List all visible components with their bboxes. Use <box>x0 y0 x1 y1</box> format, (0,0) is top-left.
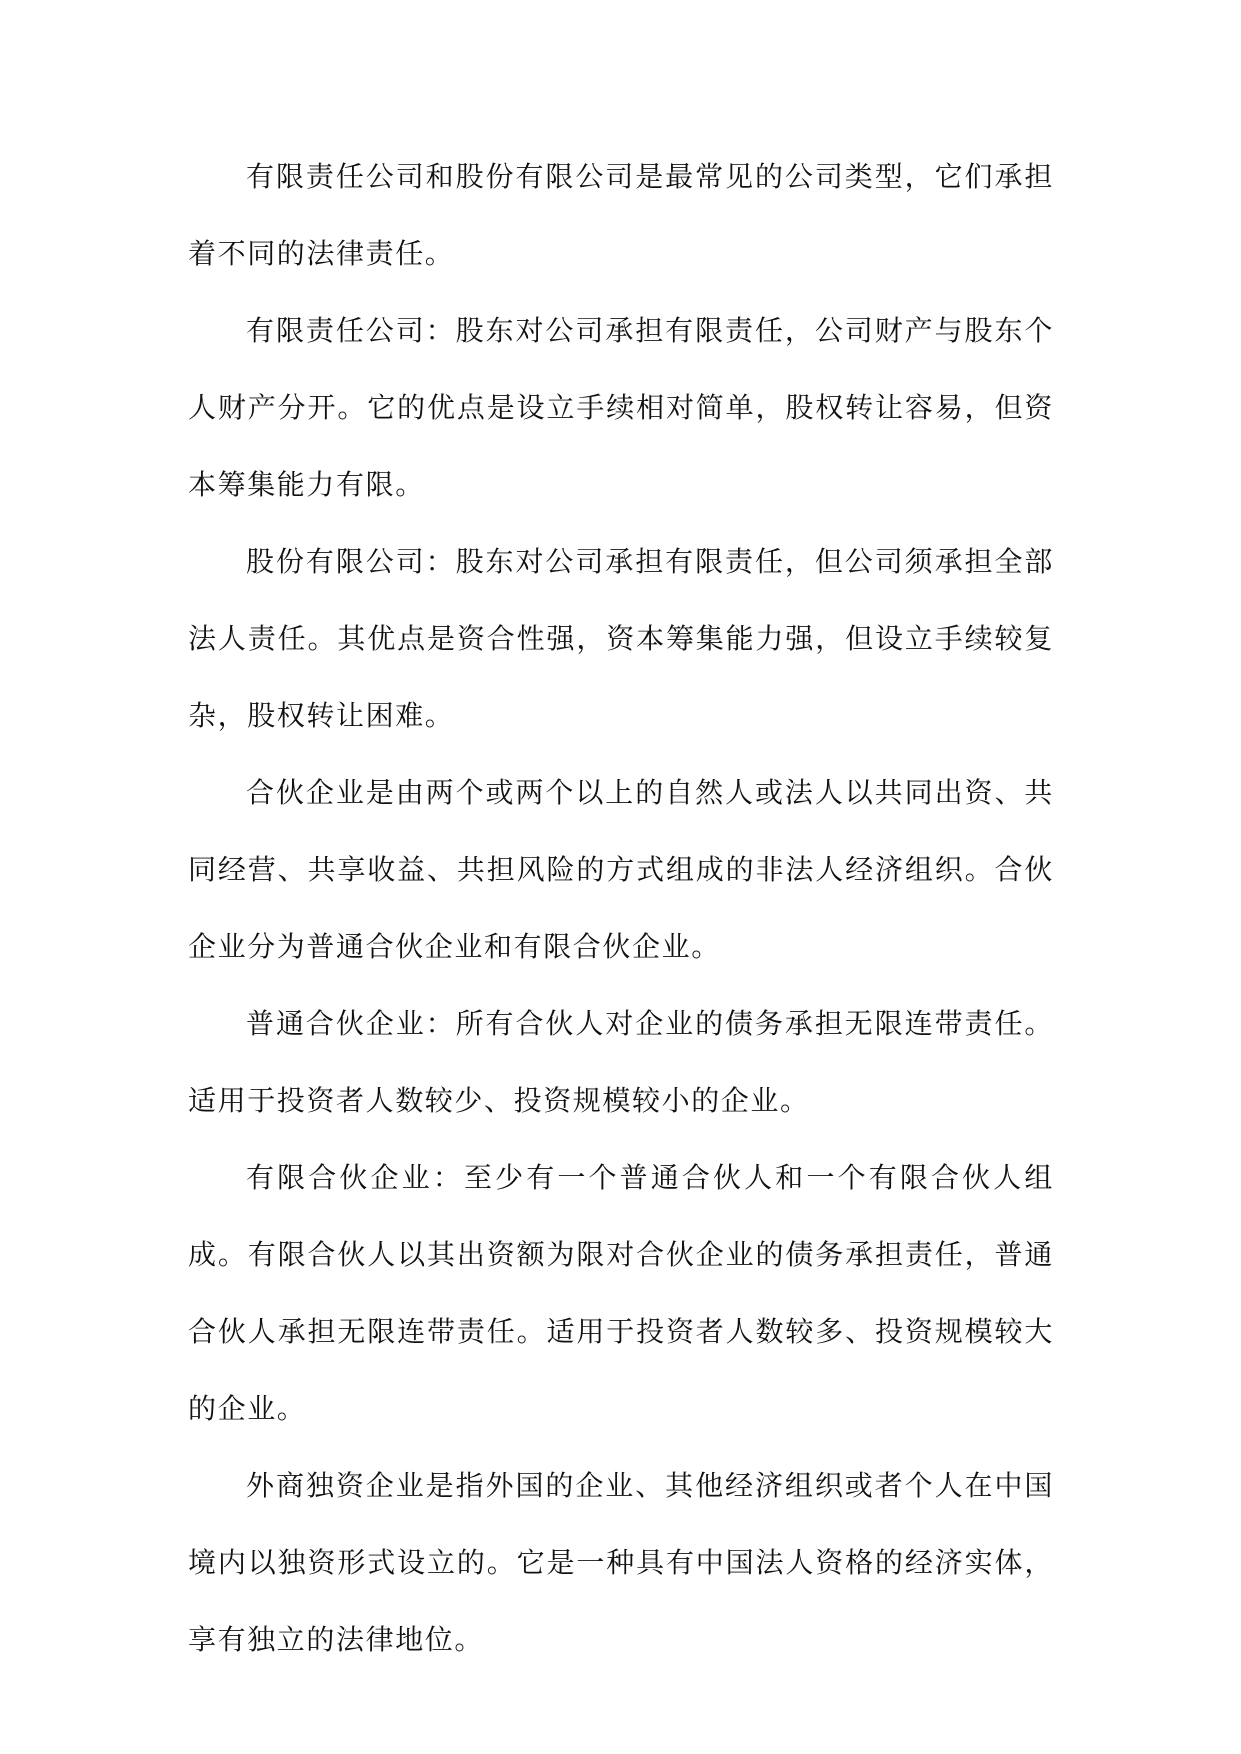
paragraph-joint-stock: 股份有限公司：股东对公司承担有限责任，但公司须承担全部法人责任。其优点是资合性强，资本筹集能力强，但设立手续较复杂，股权转让困难。 <box>188 545 1054 732</box>
paragraph-partnership: 合伙企业是由两个或两个以上的自然人或法人以共同出资、共同经营、共享收益、共担风险的方式组成的非法人经济组织。合伙企业分为普通合伙企业和有限合伙企业。 <box>188 776 1054 963</box>
paragraph-foreign-owned: 外商独资企业是指外国的企业、其他经济组织或者个人在中国境内以独资形式设立的。它是一种具有中国法人资格的经济实体，享有独立的法律地位。 <box>188 1469 1054 1656</box>
paragraph-limited-partnership: 有限合伙企业：至少有一个普通合伙人和一个有限合伙人组成。有限合伙人以其出资额为限对合伙企业的债务承担责任，普通合伙人承担无限连带责任。适用于投资者人数较多、投资规模较大的企业。 <box>188 1161 1054 1425</box>
paragraph-company-types: 有限责任公司和股份有限公司是最常见的公司类型，它们承担着不同的法律责任。 <box>188 160 1054 270</box>
document-body <box>188 138 1054 1678</box>
paragraph-general-partnership: 普通合伙企业：所有合伙人对企业的债务承担无限连带责任。适用于投资者人数较少、投资规模较小的企业。 <box>188 1007 1054 1117</box>
paragraph-limited-liability: 有限责任公司：股东对公司承担有限责任，公司财产与股东个人财产分开。它的优点是设立手续相对简单，股权转让容易，但资本筹集能力有限。 <box>188 314 1054 501</box>
